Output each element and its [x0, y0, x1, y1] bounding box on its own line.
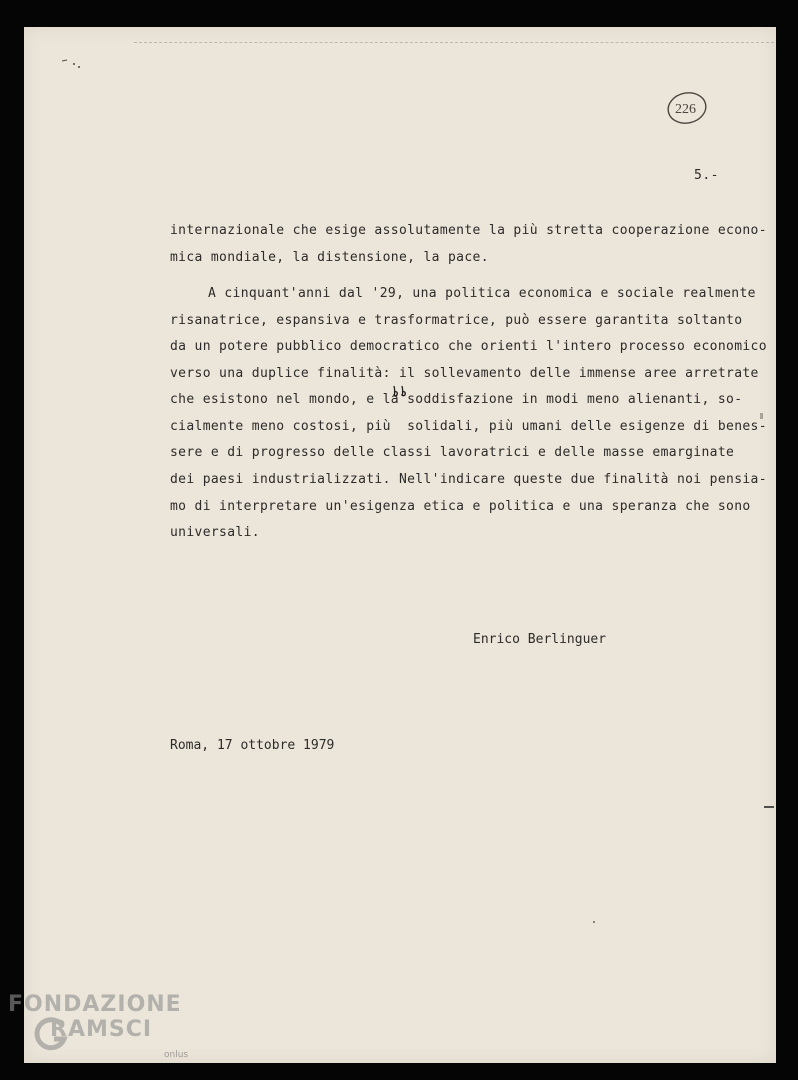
watermark-line-1: FONDAZIONE [8, 992, 182, 1017]
archive-number-stamp [665, 88, 709, 128]
text-line-8: cialmente meno costosi, più solidali, più umani delle esigenze di benes- [170, 419, 767, 434]
text-line-7: che esistono nel mondo, e la soddisfazione in modi meno alienanti, so- [170, 392, 743, 407]
archive-number: 226 [675, 102, 696, 117]
text-line-9: sere e di progresso delle classi lavoratrici e delle masse emarginate [170, 445, 735, 460]
text-line-6: verso una duplice finalità: il sollevamento delle immense aree arretrate [170, 366, 759, 381]
text-line-4: risanatrice, espansiva e trasformatrice, può essere garantita soltanto [170, 313, 743, 328]
corner-marks [60, 57, 84, 71]
paper-dot [593, 921, 595, 923]
text-line-11: mo di interpretare un'esigenza etica e politica e una speranza che sono [170, 499, 751, 514]
watermark-line-2: RAMSCI [50, 1017, 153, 1042]
text-line-2: mica mondiale, la distensione, la pace. [170, 250, 489, 265]
fondazione-gramsci-watermark [8, 992, 198, 1062]
document-page [24, 27, 776, 1063]
edge-mark [760, 413, 763, 419]
place-date: Roma, 17 ottobre 1979 [170, 738, 335, 753]
top-rule [134, 42, 774, 43]
edge-mark [764, 806, 774, 808]
text-line-10: dei paesi industrializzati. Nell'indicare queste due finalità noi pensia- [170, 472, 767, 487]
text-line-12: universali. [170, 525, 260, 540]
signature-name: Enrico Berlinguer [473, 632, 607, 647]
watermark-sub: onlus [164, 1050, 189, 1060]
page-number: 5.- [694, 168, 719, 183]
text-line-1: internazionale che esige assolutamente la più stretta cooperazione econo- [170, 223, 767, 238]
handwritten-correction-mark [391, 384, 409, 398]
text-line-5: da un potere pubblico democratico che orienti l'intero processo economico [170, 339, 767, 354]
text-line-3: A cinquant'anni dal '29, una politica economica e sociale realmente [208, 286, 756, 301]
